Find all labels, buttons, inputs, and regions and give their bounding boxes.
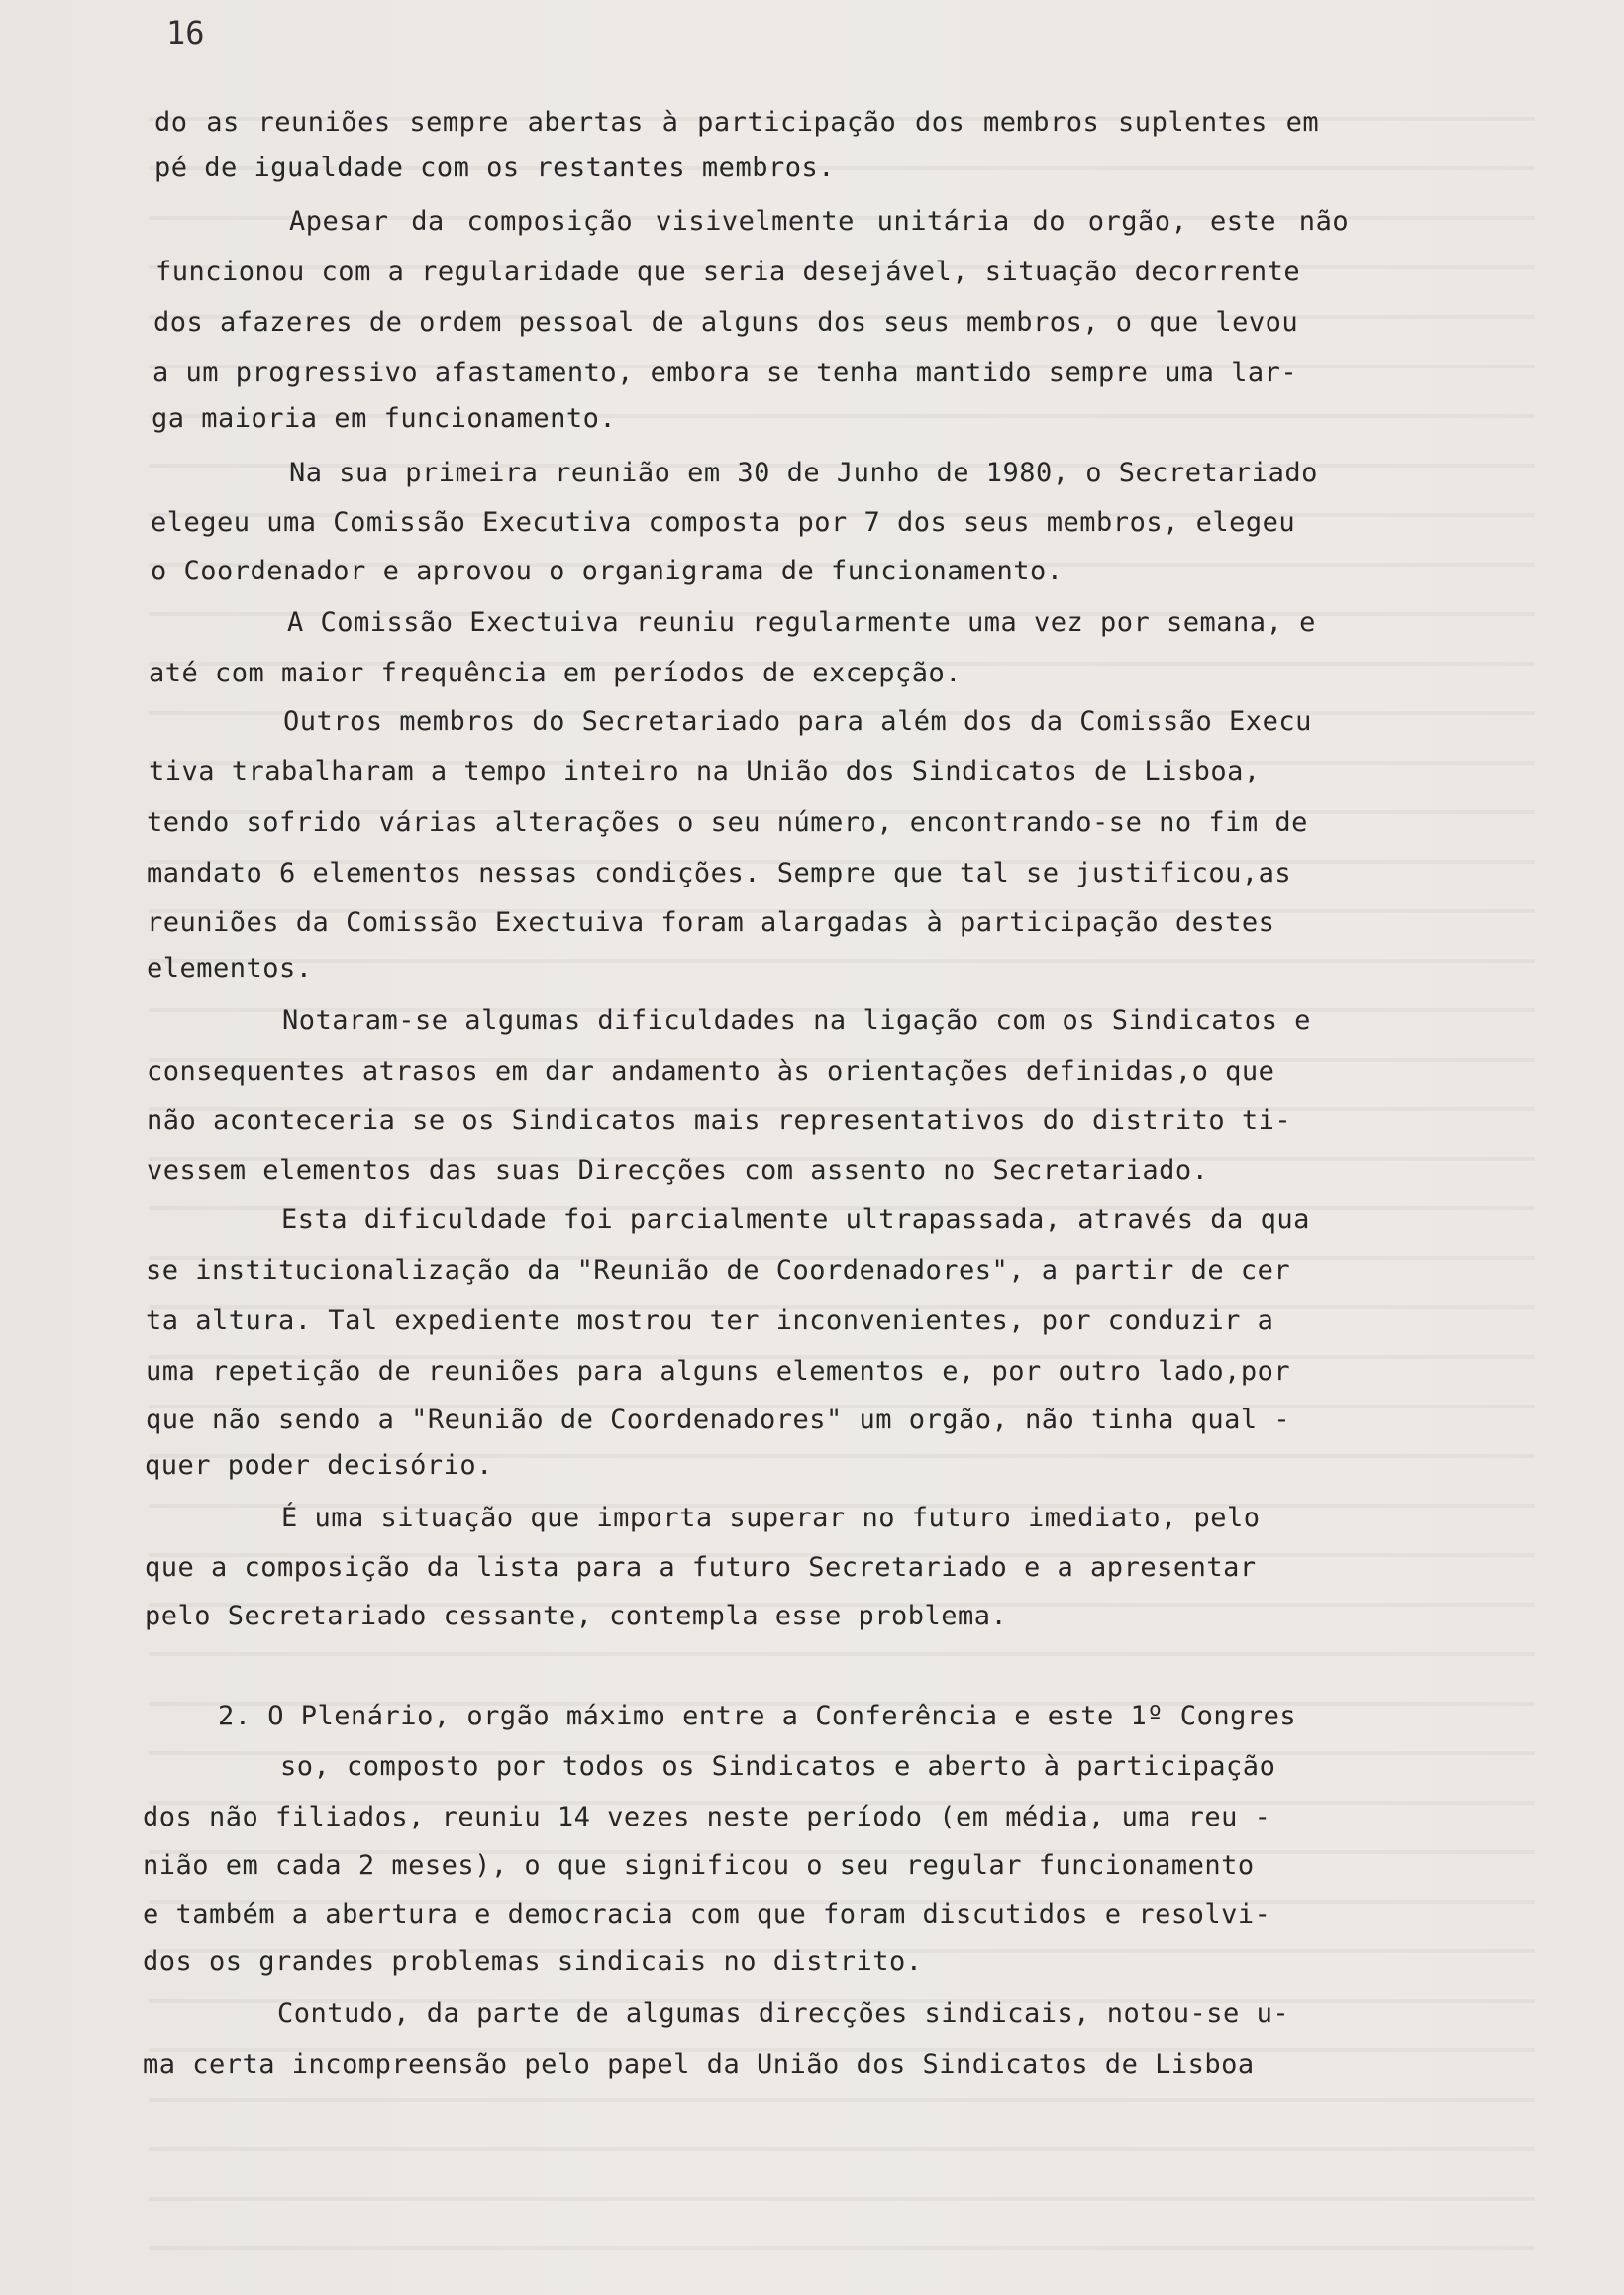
text-line: Esta dificuldade foi parcialmente ultrapassada, através da qua (281, 1204, 1310, 1235)
text-line: É uma situação que importa superar no futuro imediato, pelo (281, 1503, 1261, 1533)
text-line: Na sua primeira reunião em 30 de Junho de 1980, o Secretariado (289, 458, 1318, 488)
page-number: 16 (166, 14, 205, 52)
text-line: Outros membros do Secretariado para além dos da Comissão Execu (283, 706, 1312, 737)
text-line: dos afazeres de ordem pessoal de alguns dos seus membros, o que levou (153, 307, 1299, 338)
text-line: o Coordenador e aprovou o organigrama de funcionamento. (151, 556, 1064, 586)
text-line: a um progressivo afastamento, embora se tenha mantido sempre uma lar- (152, 358, 1298, 388)
text-line: Apesar da composição visivelmente unitária do orgão, este não (289, 206, 1350, 237)
text-line: tendo sofrido várias alterações o seu número, encontrando-se no fim de (147, 807, 1308, 838)
text-line: se institucionalização da "Reunião de Coordenadores", a partir de cer (146, 1255, 1291, 1286)
text-line: pé de igualdade com os restantes membros. (154, 153, 835, 183)
text-line: vessem elementos das suas Direcções com assento no Secretariado. (147, 1155, 1209, 1186)
text-line: nião em cada 2 meses), o que significou o seu regular funcionamento (143, 1850, 1255, 1881)
text-line: até com maior frequência em períodos de excepção. (149, 658, 963, 688)
text-line: elegeu uma Comissão Executiva composta por 7 dos seus membros, elegeu (151, 507, 1296, 538)
text-line: 2. O Plenário, orgão máximo entre a Conferência e este 1º Congres (218, 1701, 1297, 1731)
text-line: não aconteceria se os Sindicatos mais representativos do distrito ti- (147, 1105, 1292, 1136)
text-line: que não sendo a "Reunião de Coordenadores" um orgão, não tinha qual - (146, 1405, 1291, 1435)
text-line: quer poder decisório. (145, 1450, 493, 1481)
text-line: ga maioria em funcionamento. (152, 403, 617, 434)
text-line: que a composição da lista para a futuro Secretariado e a apresentar (145, 1552, 1257, 1583)
text-line: pelo Secretariado cessante, contempla esse problema. (145, 1601, 1008, 1631)
text-line: mandato 6 elementos nessas condições. Sempre que tal se justificou,as (147, 858, 1292, 888)
text-line: so, composto por todos os Sindicatos e aberto à participação (280, 1751, 1276, 1782)
text-line: funcionou com a regularidade que seria desejável, situação decorrente (155, 257, 1301, 287)
text-line: Notaram-se algumas dificuldades na ligação com os Sindicatos e (282, 1005, 1311, 1036)
text-line: tiva trabalharam a tempo inteiro na União dos Sindicatos de Lisboa, (149, 756, 1261, 786)
text-line: e também a abertura e democracia com que foram discutidos e resolvi- (143, 1899, 1271, 1930)
text-line: do as reuniões sempre abertas à participação dos membros suplentes em (154, 107, 1320, 138)
text-line: consequentes atrasos em dar andamento às orientações definidas,o que (147, 1056, 1275, 1087)
text-line: ta altura. Tal expediente mostrou ter inconvenientes, por conduzir a (146, 1305, 1274, 1336)
text-line: uma repetição de reuniões para alguns elementos e, por outro lado,por (146, 1356, 1291, 1387)
text-line: elementos. (147, 953, 313, 984)
text-line: dos os grandes problemas sindicais no distrito. (143, 1946, 923, 1977)
text-line: dos não filiados, reuniu 14 vezes neste período (em média, uma reu - (143, 1802, 1271, 1832)
text-line: A Comissão Exectuiva reuniu regularmente uma vez por semana, e (287, 607, 1316, 638)
text-line: reuniões da Comissão Exectuiva foram alargadas à participação destes (147, 907, 1275, 938)
text-line: ma certa incompreensão pelo papel da União dos Sindicatos de Lisboa (143, 2049, 1255, 2080)
text-line: Contudo, da parte de algumas direcções sindicais, notou-se u- (277, 1998, 1290, 2029)
